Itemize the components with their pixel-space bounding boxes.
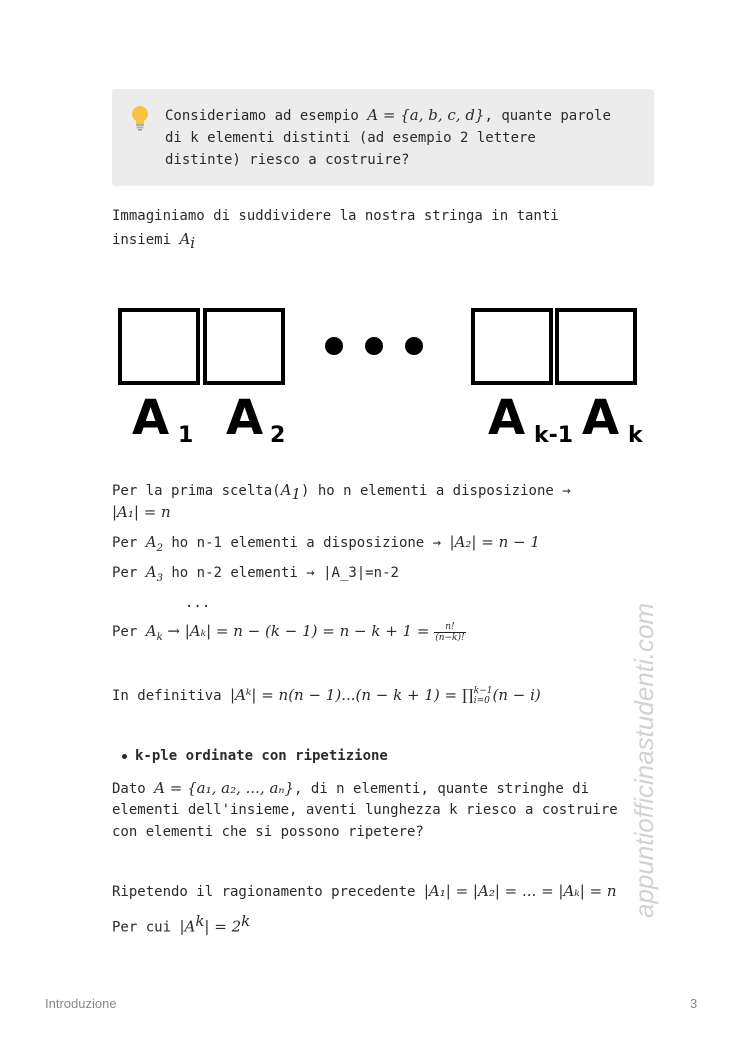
ellipsis: ... [185, 595, 211, 611]
third-post: ho n-2 elementi → |A_3|=n-2 [162, 565, 399, 581]
intro-math-a: A [179, 230, 191, 248]
conclusion-eq-sup2: k [241, 912, 251, 930]
callout-line2: di k elementi distinti (ad esempio 2 lettere [165, 130, 536, 146]
factorial-fraction [434, 622, 465, 643]
second-post: ho n-1 elementi a disposizione → [162, 535, 450, 551]
conclusion-line1 [112, 880, 617, 903]
label-ak1-base: A [488, 390, 526, 446]
product-limits [474, 686, 493, 706]
prod-sup: k−1 [473, 686, 493, 696]
callout-line1-pre: Consideriamo ad esempio [165, 108, 368, 124]
first-eq: |A₁| = n [112, 503, 171, 521]
label-ak-sub: k [628, 423, 643, 448]
lightbulb-icon [130, 105, 150, 136]
bullet-title: k-ple ordinate con ripetizione [135, 748, 388, 764]
tip-callout [112, 89, 654, 186]
conclusion-line2 [112, 910, 250, 939]
third-pre: Per [112, 565, 146, 581]
dot-3 [405, 337, 423, 355]
conclusion-line1-pre: Ripetendo il ragionamento precedente [112, 884, 424, 900]
kth-eq: → |Aₖ| = n − (k − 1) = n − k + 1 = [167, 622, 435, 640]
definitiva-line [112, 684, 541, 707]
kth-math: $A_k$ [145, 622, 163, 643]
first-post: ) ho n elementi a disposizione → [300, 483, 571, 499]
callout-line1-post: , quante parole [484, 108, 611, 124]
intro-line2-pre: insiemi [112, 232, 180, 248]
sets-diagram [110, 300, 650, 465]
prod-sub: i=0 [473, 696, 490, 706]
first-pre: Per la prima scelta( [112, 483, 281, 499]
label-ak1-sub: k-1 [534, 423, 574, 448]
second-math: $A_2$ [145, 533, 163, 554]
second-eq: |A₂| = n − 1 [449, 533, 540, 551]
frac-num: n! [434, 622, 465, 633]
label-a1-base: A [132, 390, 170, 446]
first-choice-line [112, 479, 571, 505]
watermark [631, 540, 661, 920]
definitiva-pre: In definitiva [112, 688, 231, 704]
conclusion-eq-sup: k [195, 912, 205, 930]
conclusion-line1-eq: |A₁| = |A₂| = ... = |Aₖ| = n [423, 882, 617, 900]
section-line2: elementi dell'insieme, aventi lunghezza k riesco a costruire [112, 802, 618, 818]
box-k [557, 310, 635, 383]
bullet-dot [122, 754, 127, 759]
box-1 [120, 310, 198, 383]
footer-page-number: 3 [690, 996, 698, 1011]
label-a1-sub: 1 [178, 423, 194, 448]
second-choice-line [112, 531, 540, 560]
box-2 [205, 310, 283, 383]
second-pre: Per [112, 535, 146, 551]
conclusion-eq-mid: | = 2 [204, 917, 242, 936]
bullet-item [122, 745, 388, 767]
section-line1 [112, 777, 589, 800]
box-k-1 [473, 310, 551, 383]
kth-pre: Per [112, 624, 146, 640]
section-line1-post: , di n elementi, quante stringhe di [294, 781, 590, 797]
watermark-text: appuntiofficinastudenti.com [631, 602, 659, 918]
label-a2-base: A [226, 390, 264, 446]
third-choice-line [112, 561, 399, 590]
third-math: $A_3$ [145, 563, 163, 584]
conclusion-line2-pre: Per cui [112, 919, 180, 936]
section-line3: con elementi che si possono ripetere? [112, 824, 424, 840]
footer-section-title: Introduzione [45, 996, 117, 1011]
dot-2 [365, 337, 383, 355]
callout-set-math: A = {a, b, c, d} [367, 106, 485, 124]
definitiva-eq: |Aᵏ| = n(n − 1)...(n − k + 1) = ∏ [230, 686, 474, 704]
dot-1 [325, 337, 343, 355]
kth-choice-line [112, 620, 466, 649]
callout-text [165, 104, 611, 171]
section-line1-pre: Dato [112, 781, 155, 797]
conclusion-eq-base: |A [179, 917, 196, 936]
label-a2-sub: 2 [270, 423, 286, 448]
intro-line1: Immaginiamo di suddividere la nostra stringa in tanti [112, 208, 559, 224]
label-ak-base: A [582, 390, 620, 446]
callout-line3: distinte) riesco a costruire? [165, 152, 410, 168]
frac-den: (n−k)! [435, 632, 465, 643]
section-set-math: A = {a₁, a₂, ..., aₙ} [154, 779, 295, 797]
first-math: A [280, 481, 292, 499]
intro-math-sub: i [190, 233, 196, 252]
first-math-sub: 1 [291, 484, 301, 503]
intro-line2 [112, 228, 195, 254]
definitiva-tail: (n − i) [492, 686, 541, 704]
